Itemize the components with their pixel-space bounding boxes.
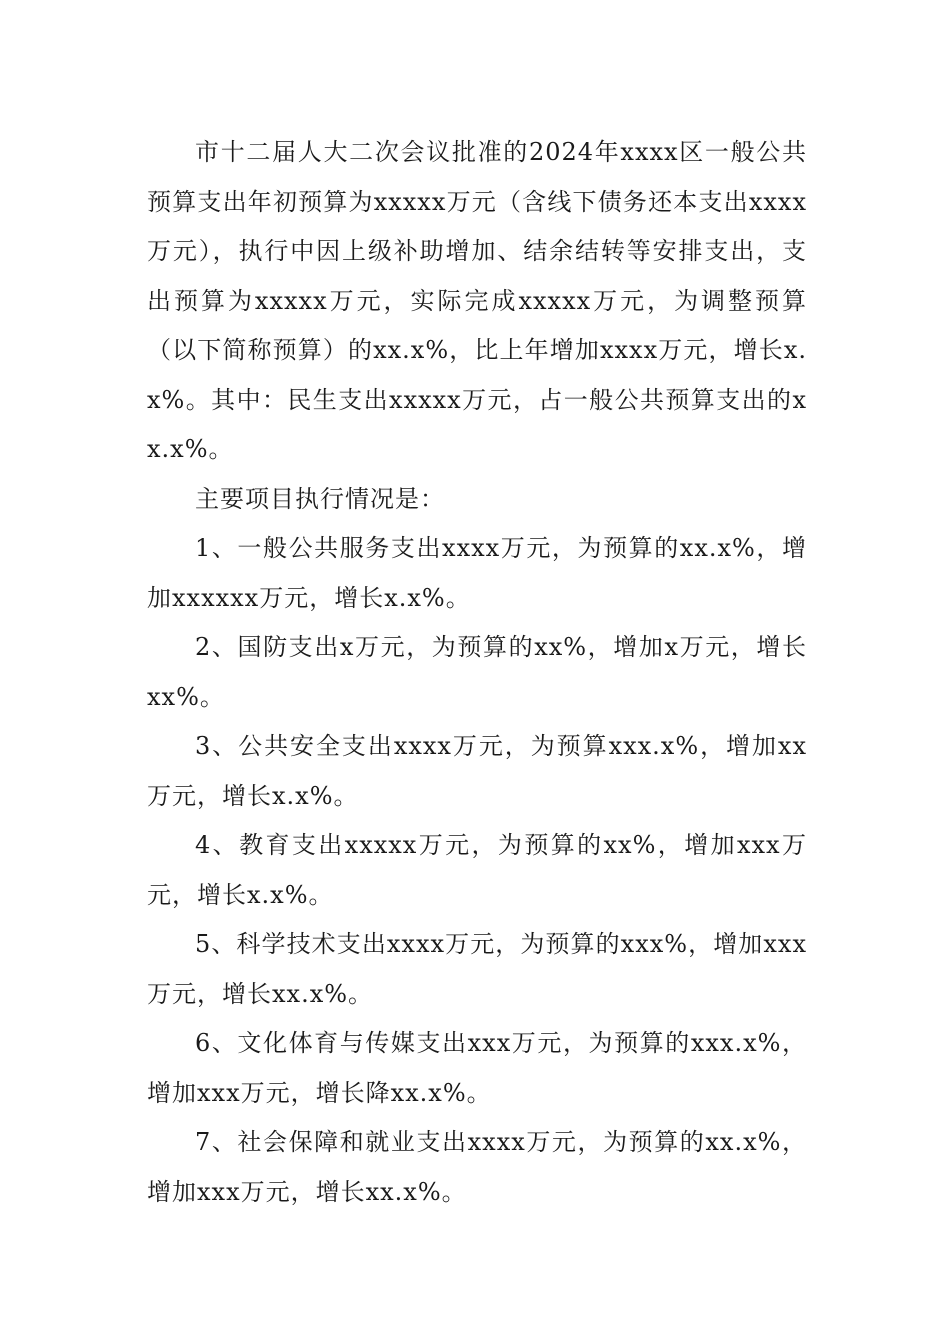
section-heading: 主要项目执行情况是： — [195, 484, 445, 513]
list-item: 6、文化体育与传媒支出xxx万元，为预算的xxx.x%，增加xxx万元，增长降xx.x%。 — [147, 1029, 807, 1107]
list-item: 7、社会保障和就业支出xxxx万元，为预算的xx.x%，增加xxx万元，增长xx.x%。 — [147, 1128, 807, 1206]
list-item: 4、教育支出xxxxx万元，为预算的xx%，增加xxx万元，增长x.x%。 — [147, 831, 807, 909]
list-item: 3、公共安全支出xxxx万元，为预算xxx.x%，增加xx万元，增长x.x%。 — [147, 732, 807, 810]
document-body — [147, 128, 807, 1217]
list-item: 1、一般公共服务支出xxxx万元，为预算的xx.x%，增加xxxxxx万元，增长x.x%。 — [147, 534, 807, 612]
list-item: 2、国防支出x万元，为预算的xx%，增加x万元，增长xx%。 — [147, 633, 807, 711]
intro-paragraph: 市十二届人大二次会议批准的2024年xxxx区一般公共预算支出年初预算为xxxxx万元（含线下债务还本支出xxxx万元），执行中因上级补助增加、结余结转等安排支出，支出预算为xxxxx万元，实际完成xxxxx万元，为调整预算（以下简称预算）的xx.x%，比上年增加xxxx万元，增长x.x%。其中：民生支出xxxxx万元，占一般公共预算支出的xx.x%。 — [147, 138, 807, 463]
list-item: 5、科学技术支出xxxx万元，为预算的xxx%，增加xxx万元，增长xx.x%。 — [147, 930, 807, 1008]
